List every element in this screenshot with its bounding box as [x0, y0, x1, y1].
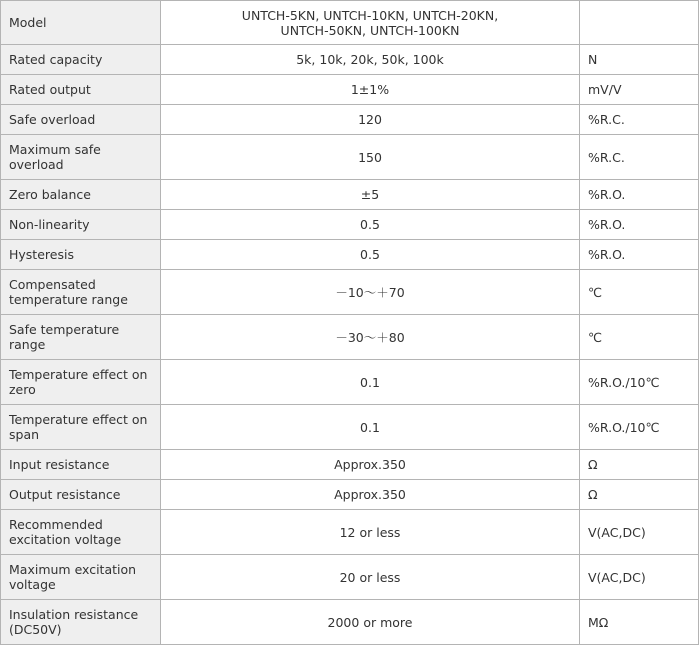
row-value: 20 or less: [161, 555, 580, 600]
row-label: Temperature effect on span: [1, 405, 161, 450]
row-unit: ℃: [580, 315, 699, 360]
row-unit: N: [580, 45, 699, 75]
row-unit: MΩ: [580, 600, 699, 645]
row-unit: %R.O.: [580, 210, 699, 240]
row-value: 120: [161, 105, 580, 135]
table-row-compensated-temperature-range: [1, 270, 699, 315]
row-value: －30～＋80: [161, 315, 580, 360]
row-unit: %R.O.: [580, 240, 699, 270]
row-label: Rated capacity: [1, 45, 161, 75]
row-value: 0.5: [161, 210, 580, 240]
row-unit: V(AC,DC): [580, 510, 699, 555]
row-unit: %R.O./10℃: [580, 405, 699, 450]
table-row-maximum-excitation-voltage: [1, 555, 699, 600]
table-row-rated-capacity: [1, 45, 699, 75]
row-value: ±5: [161, 180, 580, 210]
row-value: 0.1: [161, 405, 580, 450]
table-row-recommended-excitation-voltage: [1, 510, 699, 555]
row-label: Model: [1, 1, 161, 45]
table-row-hysteresis: [1, 240, 699, 270]
row-label: Maximum excitation voltage: [1, 555, 161, 600]
row-unit: %R.O.: [580, 180, 699, 210]
row-unit: Ω: [580, 450, 699, 480]
row-label: Non-linearity: [1, 210, 161, 240]
row-unit: %R.O./10℃: [580, 360, 699, 405]
table-row-output-resistance: [1, 480, 699, 510]
row-label: Recommended excitation voltage: [1, 510, 161, 555]
row-value: 0.1: [161, 360, 580, 405]
row-value: Approx.350: [161, 450, 580, 480]
row-label: Maximum safe overload: [1, 135, 161, 180]
row-unit: %R.C.: [580, 135, 699, 180]
table-row-input-resistance: [1, 450, 699, 480]
table-row-rated-output: [1, 75, 699, 105]
row-unit: mV/V: [580, 75, 699, 105]
row-label: Zero balance: [1, 180, 161, 210]
row-unit: [580, 1, 699, 45]
row-label: Hysteresis: [1, 240, 161, 270]
table-row-temperature-effect-on-span: [1, 405, 699, 450]
table-row-maximum-safe-overload: [1, 135, 699, 180]
row-label: Safe temperature range: [1, 315, 161, 360]
row-unit: Ω: [580, 480, 699, 510]
table-row-zero-balance: [1, 180, 699, 210]
table-row-insulation-resistance: [1, 600, 699, 645]
table-row-temperature-effect-on-zero: [1, 360, 699, 405]
row-label: Insulation resistance (DC50V): [1, 600, 161, 645]
row-label: Compensated temperature range: [1, 270, 161, 315]
row-label: Safe overload: [1, 105, 161, 135]
row-value: UNTCH-5KN, UNTCH-10KN, UNTCH-20KN, UNTCH-50KN, UNTCH-100KN: [161, 1, 580, 45]
row-value: 5k, 10k, 20k, 50k, 100k: [161, 45, 580, 75]
row-value: Approx.350: [161, 480, 580, 510]
row-value: 12 or less: [161, 510, 580, 555]
row-label: Rated output: [1, 75, 161, 105]
row-value: －10～＋70: [161, 270, 580, 315]
row-unit: V(AC,DC): [580, 555, 699, 600]
row-unit: %R.C.: [580, 105, 699, 135]
row-value: 2000 or more: [161, 600, 580, 645]
table-row-model: [1, 1, 699, 45]
row-value: 150: [161, 135, 580, 180]
row-value: 0.5: [161, 240, 580, 270]
row-label: Temperature effect on zero: [1, 360, 161, 405]
spec-table-body: [1, 1, 699, 645]
table-row-non-linearity: [1, 210, 699, 240]
row-value: 1±1%: [161, 75, 580, 105]
row-unit: ℃: [580, 270, 699, 315]
table-row-safe-overload: [1, 105, 699, 135]
table-row-safe-temperature-range: [1, 315, 699, 360]
row-label: Input resistance: [1, 450, 161, 480]
row-label: Output resistance: [1, 480, 161, 510]
